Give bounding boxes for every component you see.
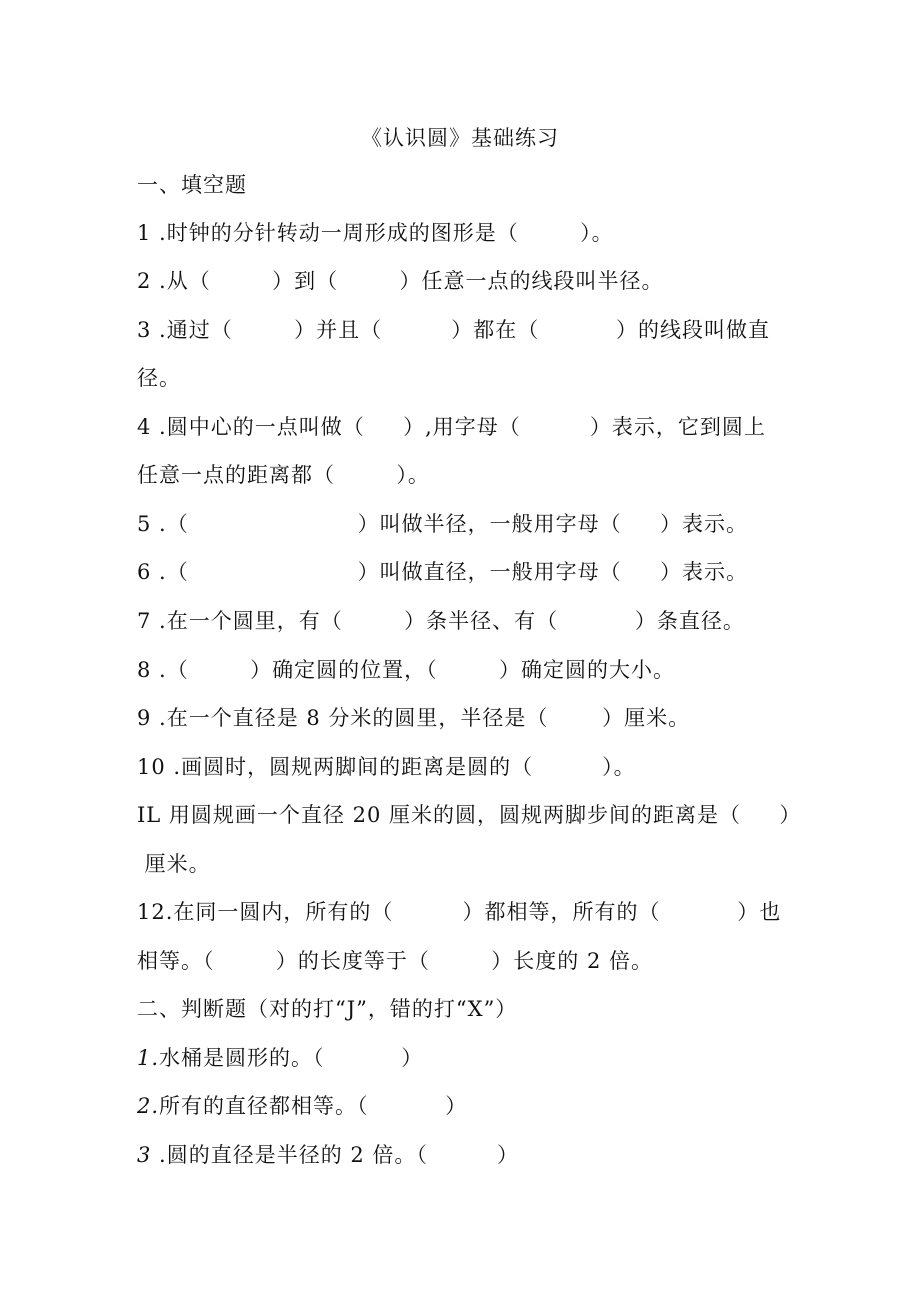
question-line: 1 .时钟的分针转动一周形成的图形是（ ）。 bbox=[137, 221, 614, 245]
question-line: 8 .（ ）确定圆的位置，（ ）确定圆的大小。 bbox=[137, 658, 676, 682]
question-line: 9 .在一个直径是 8 分米的圆里，半径是（ ）厘米。 bbox=[137, 706, 691, 730]
question-line: 相等。（ ）的长度等于（ ）长度的 2 倍。 bbox=[137, 949, 654, 973]
judgement-item bbox=[137, 1043, 423, 1073]
judgement-item bbox=[137, 1091, 467, 1121]
question-line: IL 用圆规画一个直径 20 厘米的圆，圆规两脚步间的距离是（ ） bbox=[137, 803, 802, 827]
section-heading-true-false: 二、判断题（对的打“J”，错的打“X”） bbox=[137, 997, 518, 1021]
question-line: 7 .在一个圆里，有（ ）条半径、有（ ）条直径。 bbox=[137, 609, 745, 633]
item-number: 1. bbox=[137, 1046, 160, 1070]
question-line: 6 .（ ）叫做直径，一般用字母（ ）表示。 bbox=[137, 560, 748, 584]
question-line: 4 .圆中心的一点叫做（ ）,用字母（ ）表示，它到圆上 bbox=[137, 415, 766, 439]
item-text: 所有的直径都相等。（ ） bbox=[159, 1094, 468, 1118]
item-text: .圆的直径是半径的 2 倍。（ ） bbox=[151, 1143, 520, 1167]
judgement-item bbox=[137, 1140, 519, 1170]
question-line: 5 .（ ）叫做半径，一般用字母（ ）表示。 bbox=[137, 512, 748, 536]
question-line: 2 .从（ ）到（ ）任意一点的线段叫半径。 bbox=[137, 269, 664, 293]
question-line: 任意一点的距离都（ ）。 bbox=[137, 463, 430, 487]
item-text: 水桶是圆形的。（ ） bbox=[159, 1046, 424, 1070]
question-line: 径。 bbox=[137, 366, 181, 390]
page-title: 《认识圆》基础练习 bbox=[361, 126, 559, 150]
question-line: 3 .通过（ ）并且（ ）都在（ ）的线段叫做直 bbox=[137, 318, 770, 342]
question-line: 10 .画圆时，圆规两脚间的距离是圆的（ ）。 bbox=[137, 755, 636, 779]
section-heading-fill-in: 一、填空题 bbox=[137, 173, 247, 197]
question-line: 12.在同一圆内，所有的（ ）都相等，所有的（ ）也 bbox=[137, 900, 782, 924]
item-number: 3 bbox=[137, 1143, 152, 1167]
question-line: 厘米。 bbox=[137, 852, 211, 876]
item-number: 2. bbox=[137, 1094, 160, 1118]
